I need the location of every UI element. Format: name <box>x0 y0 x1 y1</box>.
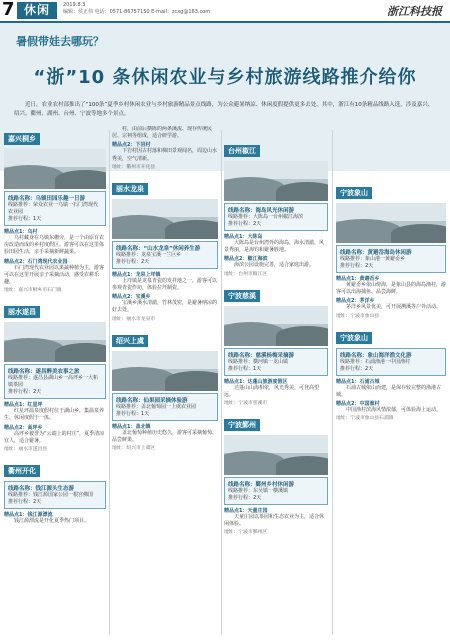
photo-sky <box>336 203 446 221</box>
body-paragraph: 红星坪温泉度假村位于湖山乡，集温泉养生、休闲度假于一体。 <box>4 408 105 422</box>
spot-label: 精品点1：石浦古城 <box>336 378 380 385</box>
section-heading: 宁波鄞州 <box>224 419 260 431</box>
spot-label: 精品点1：乌村 <box>4 229 38 235</box>
spot-label: 精品点2：中国渔村 <box>336 401 380 408</box>
route-section <box>224 283 328 407</box>
route-stops: 线路推荐：遂昌县湖山乡一高坪乡一大柘镇茶园 <box>8 375 99 389</box>
route-stops: 线路推荐：钱江源国家公园一根宫佛国 <box>8 492 94 499</box>
route-stops: 线路推荐：盖北葡萄园一上虞农业园 <box>116 403 197 410</box>
body-paragraph: 高坪乡被誉为“云端上的村庄”，夏季清凉宜人，适合避暑。 <box>4 430 105 444</box>
address-line: 地址：丽水市龙泉市 <box>112 316 156 322</box>
column-c <box>224 138 328 541</box>
body-paragraph: 宝溪乡溪水清澈，竹林茂密，是避暑纳凉的好去处。 <box>112 300 218 314</box>
route-name: 线路名称：鄞州乡村休闲游 <box>228 482 295 489</box>
route-days: 推荐行程：2天 <box>228 495 262 502</box>
route-info-box <box>336 245 446 273</box>
scenic-photo <box>224 306 328 346</box>
route-section <box>336 180 446 320</box>
photo-sky <box>224 306 328 324</box>
route-days: 推荐行程：2天 <box>8 499 42 506</box>
route-days: 推荐行程：2天 <box>116 258 150 265</box>
route-info-box <box>4 481 106 509</box>
spot-label: 精品点1：盖北镇 <box>112 423 151 430</box>
body-paragraph: 盖北葡萄种植历史悠久，游客可采摘葡萄、品尝鲜果。 <box>112 429 218 443</box>
body-paragraph: 中国渔村滨海风情浓郁，可体验海上运动。 <box>346 407 442 414</box>
route-info-box <box>336 348 446 376</box>
route-section <box>4 458 106 525</box>
route-days: 推荐行程：2天 <box>228 221 262 227</box>
lead-text: 近日，农业农村部推出了“100条”夏季乡村休闲农业与乡村旅游精品景点线路，为公众避暑纳凉、休闲度假提供更多去处。其中，浙江有10条精品线路入选，涉及嘉兴、绍兴、衢州、湖州、台州、宁波等地多个景点。 <box>14 102 434 117</box>
route-stops: 线路推荐：石浦渔港一中国渔村 <box>340 358 411 365</box>
route-name: 线路名称：慈溪杨梅采摘游 <box>228 352 295 359</box>
address-line: 地址：宁波市象山县石浦镇 <box>336 416 394 422</box>
route-info-box <box>4 364 106 399</box>
route-section <box>4 299 106 453</box>
route-days: 推荐行程：2天 <box>340 365 374 372</box>
body-paragraph: 茅洋乡风景优美，可开展溯溪等户外活动。 <box>346 304 442 311</box>
route-section <box>224 138 328 278</box>
address-line: 地址：绍兴市上虞区 <box>112 446 156 452</box>
body-paragraph: 黄避岙乡依山傍海，是象山县的海岛渔村，游客可以出海捕鱼、品尝海鲜。 <box>336 282 446 296</box>
route-stops: 线路推荐：大陈岛一台州椒江海滨 <box>228 214 304 220</box>
body-paragraph: 下岩村因古村落和梯田景观闻名，周边山水秀美，空气清新。 <box>112 148 218 162</box>
spot-label: 精品点1：大陈岛 <box>224 234 263 240</box>
route-section <box>112 328 218 452</box>
route-days: 推荐行程：1天 <box>8 216 42 222</box>
masthead-meta <box>63 2 210 16</box>
route-info-box <box>112 241 218 269</box>
scenic-photo <box>4 322 106 362</box>
body-paragraph: 村，由前后横陈的两条溪流、现存传统民居、宗祠等组成，适合研学游。 <box>112 126 213 140</box>
scenic-photo <box>4 149 106 189</box>
spot-label: 精品点2：宝溪乡 <box>112 294 151 301</box>
scenic-photo <box>112 199 218 239</box>
column-divider <box>221 130 222 635</box>
body-paragraph: 海滨公园设施完善，适合家庭出游。 <box>234 262 315 269</box>
body-paragraph: 石浦古城依山而建，是保存较完整的渔港古城。 <box>336 384 442 398</box>
address-line: 地址：嘉兴市桐乡市石门镇 <box>4 288 62 294</box>
route-days: 推荐行程：1天 <box>116 410 150 417</box>
body-paragraph: 达蓬山山海相依，风光秀美，可登高望远。 <box>224 384 320 398</box>
section-heading: 宁波象山 <box>336 332 372 344</box>
column-a <box>4 126 106 530</box>
body-paragraph: 石门湾现代农业园以果蔬种植为主，游客可以在这里开展亲子采摘活动，感受农耕乐趣。 <box>4 264 105 286</box>
route-days: 推荐行程：2天 <box>8 389 42 396</box>
body-paragraph: 钱江源漂流是开化夏季热门项目。 <box>14 518 90 525</box>
section-heading: 宁波慈溪 <box>224 290 260 302</box>
spot-label: 精品点1：钱江源漂流 <box>4 512 53 519</box>
spot-label: 精品点1：黄避岙乡 <box>336 276 380 282</box>
scenic-photo <box>336 203 446 243</box>
section-heading: 台州椒江 <box>224 145 260 157</box>
banner-title: “浙”10 条休闲农业与乡村旅游线路推介给你 <box>33 67 417 88</box>
route-stops: 线路推荐：龙泉宝溪一兰巨乡 <box>116 251 182 258</box>
photo-sky <box>224 435 328 453</box>
route-stops: 线路推荐：横河镇一龙山镇 <box>228 358 289 365</box>
spot-label: 精品点1：龙泉上垟镇 <box>112 271 161 278</box>
photo-sky <box>224 161 328 179</box>
banner-subtitle: 暑假带娃去哪玩？ <box>16 35 104 48</box>
section-heading: 丽水遂昌 <box>4 306 40 318</box>
photo-hill <box>276 456 328 475</box>
body-paragraph: 上垟镇是龙泉青瓷的发祥地之一，游客可以参观青瓷作坊，体验拉坯制瓷。 <box>112 277 218 292</box>
spot-label: 精品点2：石门湾现代农业园 <box>4 258 68 265</box>
photo-hill <box>55 343 106 362</box>
route-name: 线路名称：乌镇田园乐趣一日游 <box>8 196 86 202</box>
route-name: 线路名称：象山海洋渔文化游 <box>340 352 412 359</box>
photo-hill <box>55 170 106 189</box>
spot-label: 精品点2：茅洋乡 <box>336 298 375 305</box>
route-stops: 线路推荐：荣众农业一乌镇一石门湾现代农业园 <box>8 202 99 215</box>
route-section <box>112 176 218 323</box>
photo-sky <box>112 351 218 369</box>
route-section <box>224 412 328 536</box>
route-info-box <box>224 348 328 376</box>
photo-hill <box>165 220 218 239</box>
masthead-date: 2019.8.3 <box>63 2 86 8</box>
route-name: 线路名称：“山水龙泉”休闲养生游 <box>116 245 201 252</box>
scenic-photo <box>224 435 328 475</box>
spot-label: 精品点2：高坪乡 <box>4 424 43 431</box>
spot-label: 精品点2：下岩村 <box>112 142 151 149</box>
page-number: 7 <box>2 0 15 20</box>
body-paragraph: 大陈岛是台州湾外的海岛，海水清澈，风景秀丽，是海钓和避暑胜地。 <box>224 240 325 254</box>
column-divider <box>109 130 110 635</box>
spot-label: 精品点1：达蓬山旅游度假区 <box>224 378 288 385</box>
spot-label: 精品点2：椒江海滨 <box>224 256 268 263</box>
masthead-editor: 编辑：侯正伟 电话：0571-86757150 E-mail：zcxg@163.com <box>63 9 211 15</box>
spot-label: 精品点1：红星坪 <box>4 402 43 409</box>
column-d <box>336 180 446 427</box>
photo-hill <box>391 224 446 243</box>
photo-hill <box>276 326 328 345</box>
address-line: 地址：台州市椒江区 <box>224 271 268 277</box>
section-heading: 衢州开化 <box>4 465 40 477</box>
photo-hill <box>276 182 328 201</box>
newspaper-logo: 浙江科技报 <box>387 5 442 18</box>
scenic-photo <box>112 351 218 391</box>
address-line: 地址：宁波市慈溪市 <box>224 401 268 407</box>
address-line: 地址：宁波市鄞州区 <box>224 530 268 536</box>
section-heading: 丽水龙泉 <box>112 183 148 195</box>
body-paragraph: 乌村藏身在乌镇东栅旁，是一个由原有农房改造而成的乡村度假区。游客可以在这里体验田园生活，亲手采摘新鲜蔬果。 <box>4 235 105 256</box>
route-name: 线路名称：钱江源头生态游 <box>8 486 75 493</box>
route-days: 推荐行程：2天 <box>340 263 374 269</box>
section-heading: 嘉兴桐乡 <box>4 133 40 145</box>
route-stops: 线路推荐：东吴镇一横溪镇 <box>228 488 289 495</box>
photo-hill <box>165 371 218 390</box>
route-stops: 线路推荐：象山港一黄避岙乡 <box>340 256 406 262</box>
scenic-photo <box>224 161 328 201</box>
section-label: 休闲 <box>17 2 57 19</box>
lead-paragraph <box>14 101 436 119</box>
photo-sky <box>4 149 106 167</box>
route-days: 推荐行程：1天 <box>228 365 262 372</box>
body-paragraph: 天童庄园以茶园和生态农业为主，适合休闲体验。 <box>224 514 325 528</box>
route-name: 线路名称：黄避岙海岛休闲游 <box>340 250 412 256</box>
route-section <box>336 325 446 423</box>
address-line: 地址：丽水市遂昌县 <box>4 447 48 453</box>
route-info-box <box>224 203 328 231</box>
address-line: 地址：衢州市开化县 <box>112 164 156 170</box>
spot-label: 精品点1：天童庄园 <box>224 508 268 515</box>
route-info-box <box>4 191 106 226</box>
route-name: 线路名称：仙果园采摘体验游 <box>116 397 188 404</box>
route-name: 线路名称：海岛风光休闲游 <box>228 208 295 214</box>
address-line: 地址：宁波市象山县 <box>336 313 380 319</box>
photo-sky <box>112 199 218 217</box>
column-b <box>112 126 218 457</box>
route-name: 线路名称：遂昌醉美农事之旅 <box>8 369 80 376</box>
column-divider <box>332 130 333 635</box>
route-info-box <box>112 393 218 421</box>
section-heading: 绍兴上虞 <box>112 335 148 347</box>
section-heading: 宁波象山 <box>336 187 372 199</box>
route-section <box>4 126 106 294</box>
route-info-box <box>224 477 328 505</box>
masthead <box>0 0 450 22</box>
route-section <box>112 126 218 171</box>
